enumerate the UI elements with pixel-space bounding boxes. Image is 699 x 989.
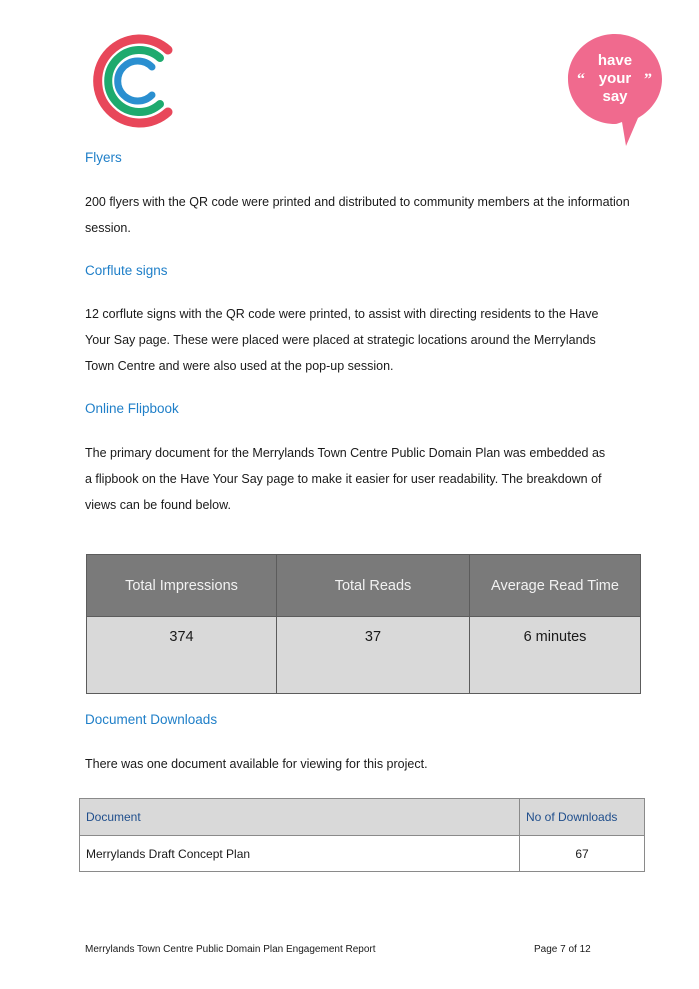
svg-text:“: “ [577,71,585,88]
footer-title: Merrylands Town Centre Public Domain Plan Engagement Report [85,944,376,955]
section-heading-flyers: Flyers [85,150,122,165]
table-row [87,617,641,694]
council-logo [88,30,180,130]
flipbook-stats-table [86,554,641,694]
value-total-reads: 37 [277,617,470,694]
section-heading-flipbook: Online Flipbook [85,401,179,416]
logo-word-your: your [598,70,632,87]
table-header-row [87,555,641,617]
header-total-impressions: Total Impressions [87,555,277,617]
header-no-of-downloads: No of Downloads [520,799,645,836]
download-count: 67 [520,836,645,872]
table-header-row [80,799,645,836]
council-logo-blue-arc [118,61,152,101]
section-heading-corflute: Corflute signs [85,263,168,278]
header-document: Document [80,799,520,836]
flipbook-paragraph: The primary document for the Merrylands Town Centre Public Domain Plan was embedded as a flipbook on the Have Your Say page to make it easier for user readability. The breakdown of views can be found below. [85,446,606,512]
svg-text:”: ” [644,71,652,88]
section-heading-downloads: Document Downloads [85,712,218,727]
document-name: Merrylands Draft Concept Plan [80,836,520,872]
downloads-paragraph: There was one document available for viewing for this project. [85,757,428,771]
value-total-impressions: 374 [87,617,277,694]
header-average-read-time: Average Read Time [470,555,641,617]
header-total-reads: Total Reads [277,555,470,617]
corflute-paragraph: 12 corflute signs with the QR code were printed, to assist with directing residents to the Have Your Say page. These were placed were placed at strategic locations around the Merrylands Town Centre and were also used at the pop-up session. [85,307,599,373]
logo-word-have: have [597,52,633,69]
downloads-table [79,798,645,872]
flyers-paragraph: 200 flyers with the QR code were printed and distributed to community members at the information session. [85,195,630,235]
logo-word-say: say [602,88,628,105]
have-your-say-logo [566,32,664,148]
table-row [80,836,645,872]
footer-page-number: Page 7 of 12 [534,944,591,955]
value-average-read-time: 6 minutes [470,617,641,694]
